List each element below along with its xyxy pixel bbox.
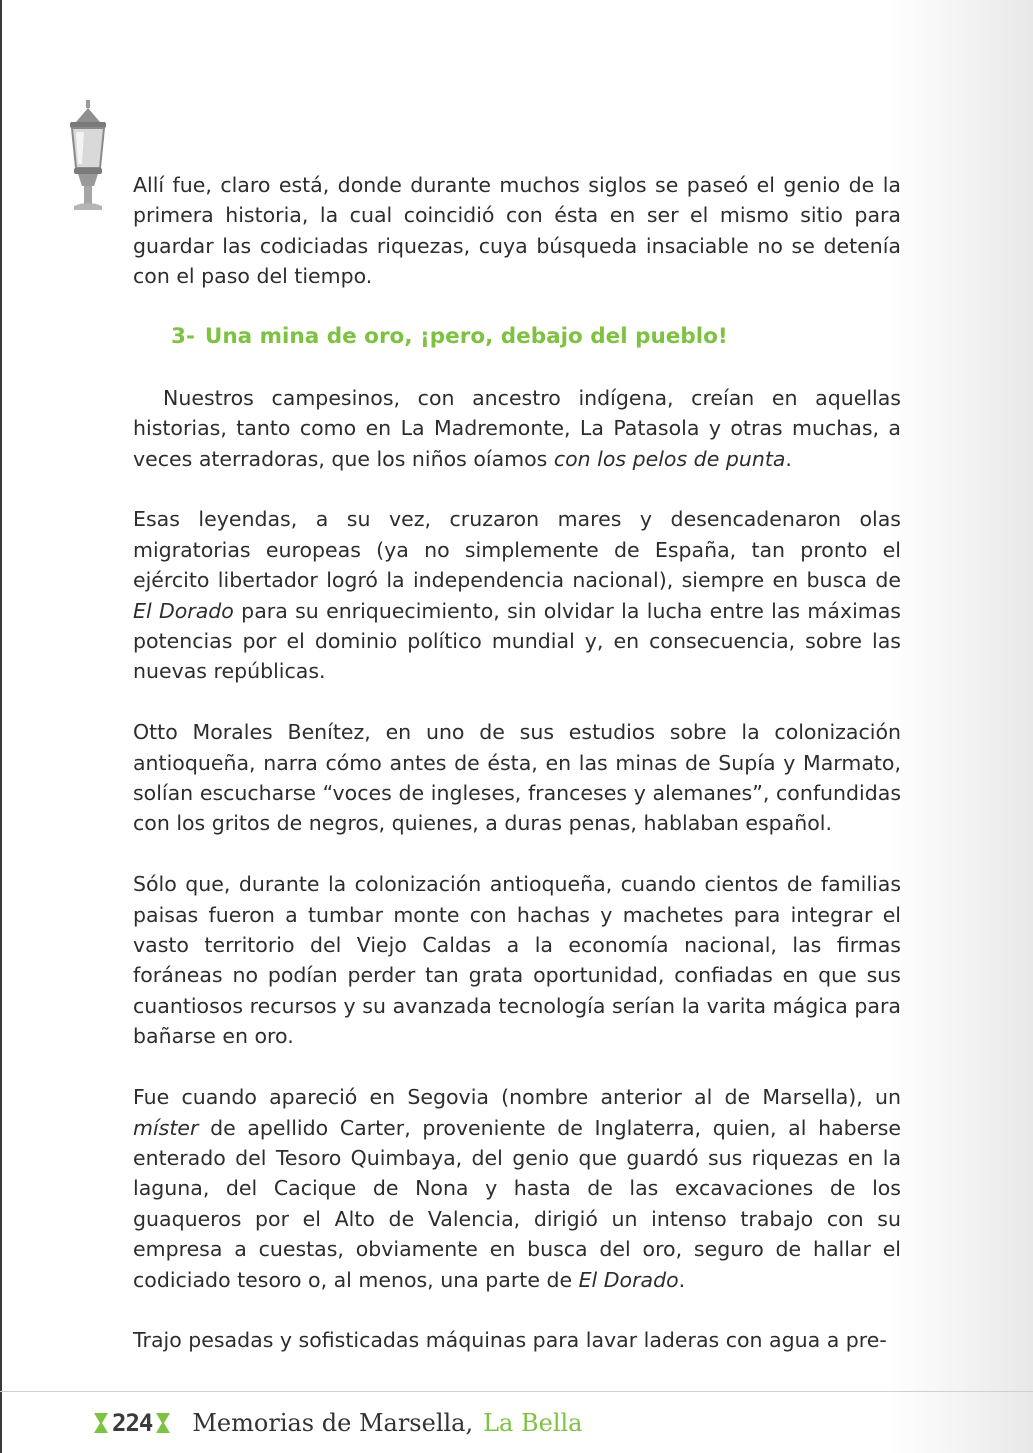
paragraph-text: Otto Morales Benítez, en uno de sus estudios sobre la colonización antioqueña, narra cómo antes de ésta, en las minas de Supía y Marmato, solían escucharse “voces de ingleses, franceses y alemanes”, confundidas con los gritos de negros, quienes, a duras penas, hablaban español. [133, 720, 901, 836]
section-heading [171, 322, 901, 352]
paragraph-text: Trajo pesadas y sofisticadas máquinas para lavar laderas con agua a pre- [133, 1328, 887, 1353]
italic-text: El Dorado [133, 598, 234, 623]
paragraph-text: . [678, 1267, 686, 1292]
paragraph-text: de apellido Carter, proveniente de Inglaterra, quien, al haberse enterado del Tesoro Quimbaya, del genio que guardó sus riquezas en la laguna, del Cacique de Nona y hasta de las excavaciones de los guaqueros por el Alto de Valencia, dirigió un intenso trabajo con su empresa a cuestas, obviamente en busca del oro, seguro de hallar el codiciado tesoro o, al menos, una parte de [133, 1115, 901, 1292]
page-footer [92, 1403, 582, 1443]
paragraph-text: para su enriquecimiento, sin olvidar la lucha entre las máximas potencias por el dominio político mundial y, en consecuencia, sobre las nuevas repúblicas. [133, 598, 901, 684]
paragraph-maquinas [133, 1325, 901, 1355]
paragraph-carter [133, 1082, 901, 1295]
paragraph-otto-morales [133, 717, 901, 839]
italic-text: El Dorado [578, 1267, 679, 1292]
page-number: 224 [112, 1409, 153, 1437]
italic-text: con los pelos de punta [553, 446, 786, 471]
page-left-edge [0, 0, 2, 1453]
paragraph-text: Sólo que, durante la colonización antioqueña, cuando cientos de familias paisas fueron a tumbar monte con hachas y machetes para integrar el vasto territorio del Viejo Caldas a la economía nacional, las firmas foráneas no podían perder tan grata oportunidad, confiadas en que sus cuantiosos recursos y su avanzada tecnología serían la varita mágica para bañarse en oro. [133, 872, 901, 1049]
section-title: Una mina de oro, ¡pero, debajo del pueblo! [204, 324, 728, 350]
italic-text: míster [133, 1115, 199, 1140]
paragraph-text: Nuestros campesinos, con ancestro indígena, creían en aquellas historias, tanto como en La Madremonte, La Patasola y otras muchas, a veces aterradoras, que los niños oíamos [133, 385, 901, 471]
paragraph-text: . [785, 446, 792, 471]
page-content [133, 170, 901, 1356]
street-lamp-icon [62, 100, 114, 215]
paragraph-text: Esas leyendas, a su vez, cruzaron mares y desencadenaron olas migratorias europeas (ya no simplemente de España, tan pronto el ejército libertador logró la independencia nacional), siempre en busca de [133, 507, 901, 593]
paragraph-intro [133, 170, 901, 292]
hourglass-ornament-icon [154, 1412, 172, 1434]
paragraph-colonizacion [133, 869, 901, 1051]
paragraph-campesinos [133, 383, 901, 474]
book-title: Memorias de Marsella, [192, 1409, 474, 1437]
paragraph-leyendas [133, 504, 901, 686]
page-number-block [92, 1409, 172, 1437]
paragraph-text: Allí fue, claro está, donde durante muchos siglos se paseó el genio de la primera historia, la cual coincidió con ésta en ser el mismo sitio para guardar las codiciadas riquezas, cuya búsqueda insaciable no se detenía con el paso del tiempo. [133, 173, 901, 289]
hourglass-ornament-icon [92, 1412, 110, 1434]
paragraph-text: Fue cuando apareció en Segovia (nombre anterior al de Marsella), un [133, 1085, 901, 1110]
section-number: 3- [171, 324, 195, 350]
footer-divider [0, 1391, 1033, 1392]
book-subtitle: La Bella [483, 1409, 583, 1437]
